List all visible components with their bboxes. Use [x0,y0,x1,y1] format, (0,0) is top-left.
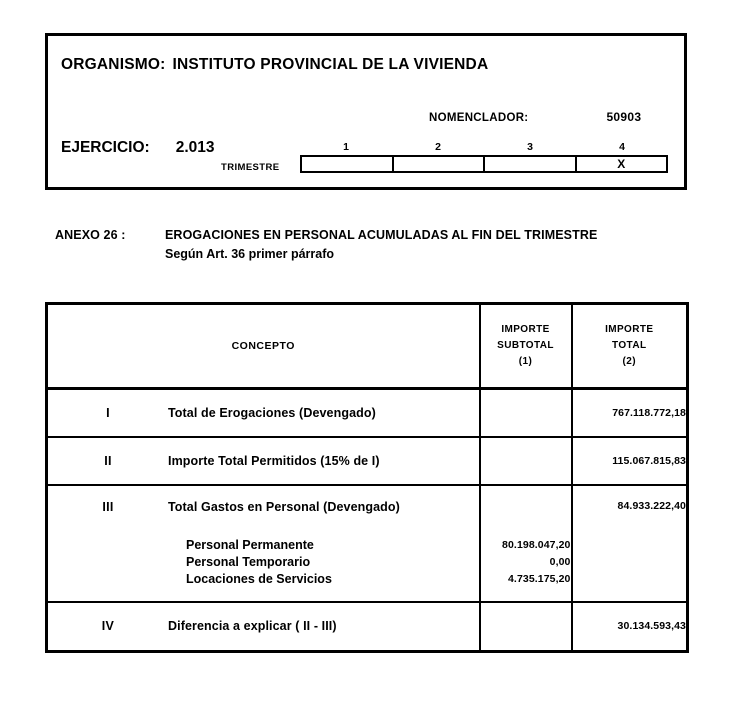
row-1-numeral: I [106,405,110,420]
row-2-total: 115.067.815,83 [572,437,688,485]
column-header-importe-total [572,304,688,389]
anexo-title-block [55,228,695,261]
list-item: Personal Temporario [186,554,311,569]
trimestre-number-1: 1 [343,141,349,153]
column-header-importe-total-line1: IMPORTE [605,324,654,335]
list-item: Locaciones de Servicios [186,571,332,586]
column-header-importe-subtotal-line1: IMPORTE [501,324,550,335]
ejercicio-line [61,139,215,157]
row-2-concepto-cell [47,437,480,485]
row-3-numeral: III [102,499,114,514]
trimestre-checkbox-1[interactable] [302,157,394,171]
nomenclador-row [429,110,641,124]
organismo-value: INSTITUTO PROVINCIAL DE LA VIVIENDA [172,56,489,73]
trimestre-selector [300,140,668,173]
row-3-subitem-list [186,537,400,588]
row-2-concept-label: Importe Total Permitidos (15% de I) [168,453,380,468]
table-row [47,437,688,485]
row-4-concept-label: Diferencia a explicar ( II - III) [168,619,337,634]
erogaciones-table [45,302,689,653]
row-1-total: 767.118.772,18 [572,389,688,437]
anexo-title-line [55,228,695,242]
row-1-subtotal [480,389,572,437]
row-3-subitem-amount-2: 0,00 [549,555,571,568]
row-2-subtotal [480,437,572,485]
column-header-importe-subtotal-line2: SUBTOTAL [497,340,554,351]
row-3-concepto-cell [47,485,480,602]
trimestre-number-3: 3 [527,141,533,153]
trimestre-checkbox-3[interactable] [485,157,577,171]
table-header-row [47,304,688,389]
nomenclador-label: NOMENCLADOR: [429,112,529,124]
row-4-total: 30.134.593,43 [572,602,688,652]
row-1-concept-label: Total de Erogaciones (Devengado) [168,405,376,420]
nomenclador-value: 50903 [606,110,642,124]
list-item: Personal Permanente [186,537,314,552]
row-2-numeral: II [104,453,112,468]
row-3-concept-label: Total Gastos en Personal (Devengado) [168,499,400,514]
anexo-subtitle: Según Art. 36 primer párrafo [165,247,335,261]
ejercicio-label: EJERCICIO: [61,139,150,156]
row-4-concepto-cell [47,602,480,652]
row-4-subtotal [480,602,572,652]
row-3-total: 84.933.222,40 [572,485,688,602]
document-header-box [45,33,687,190]
organismo-label: ORGANISMO: [61,56,166,73]
column-header-importe-total-line2: TOTAL [612,340,647,351]
column-header-importe-total-note: (2) [622,356,636,367]
row-3-concept-column [168,486,400,588]
row-4-numeral: IV [101,619,115,634]
table-row [47,602,688,652]
trimestre-checkbox-4[interactable]: X [617,157,626,171]
anexo-title: EROGACIONES EN PERSONAL ACUMULADAS AL FIN DEL TRIMESTRE [165,228,598,242]
row-1-concepto-cell [47,389,480,437]
column-header-importe-subtotal-note: (1) [518,356,533,367]
ejercicio-value: 2.013 [175,139,215,156]
trimestre-checkbox-row [300,155,668,173]
table-row [47,485,688,602]
row-3-subitem-amount-1: 80.198.047,20 [502,538,571,551]
column-header-importe-subtotal [480,304,572,389]
trimestre-label: TRIMESTRE [221,162,280,173]
row-3-subitem-amount-3: 4.735.175,20 [507,572,571,585]
trimestre-number-4: 4 [619,141,625,153]
row-3-subtotal-cell [480,485,572,602]
trimestre-checkbox-2[interactable] [394,157,486,171]
trimestre-number-row [300,140,668,155]
anexo-label: ANEXO 26 : [55,228,126,242]
column-header-concepto: CONCEPTO [47,304,480,389]
table-row [47,389,688,437]
organismo-line [61,56,488,74]
trimestre-number-2: 2 [435,141,441,153]
